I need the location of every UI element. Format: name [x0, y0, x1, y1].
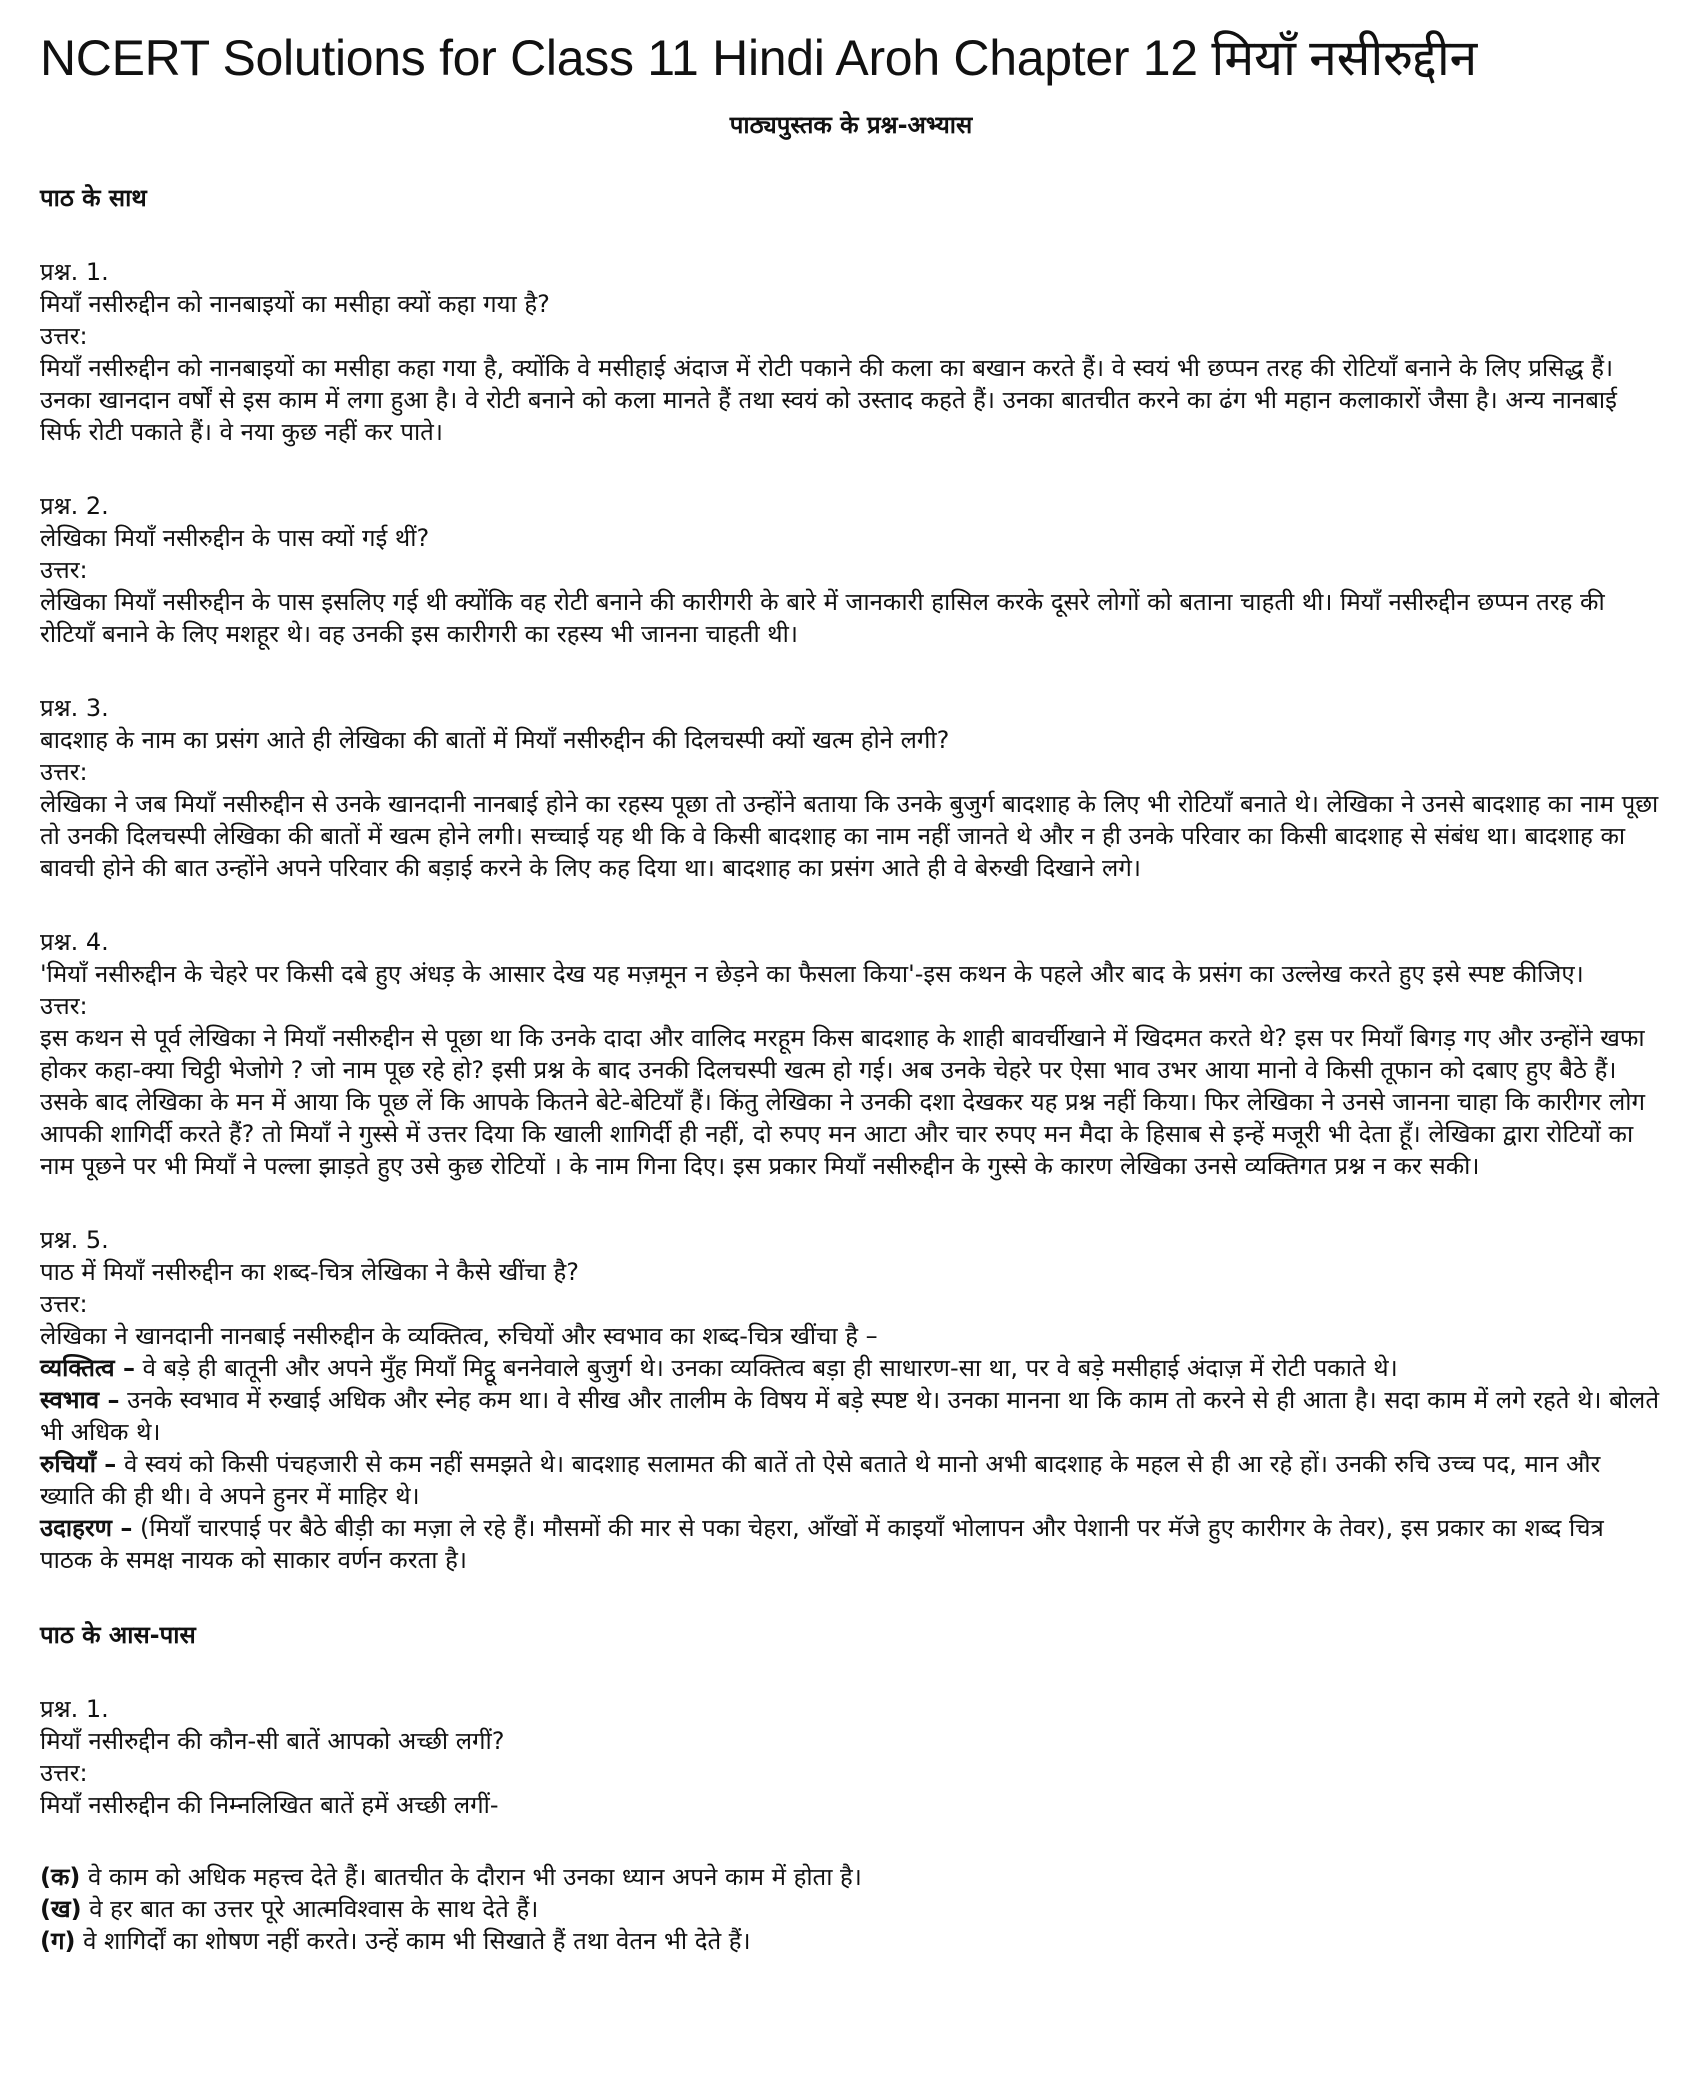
page-title: NCERT Solutions for Class 11 Hindi Aroh Chapter 12 मियाँ नसीरुद्दीन	[40, 30, 1477, 86]
question-number: प्रश्न. 3.	[40, 693, 109, 722]
answer-list	[40, 1861, 1662, 1957]
question-number: प्रश्न. 2.	[40, 491, 109, 520]
question-text: बादशाह के नाम का प्रसंग आते ही लेखिका की बातों में मियाँ नसीरुद्दीन की दिलचस्पी क्यों खत्म होने लगी?	[40, 725, 950, 754]
question-text: लेखिका मियाँ नसीरुद्दीन के पास क्यों गई थीं?	[40, 523, 430, 552]
list-item-text: वे हर बात का उत्तर पूरे आत्मविश्वास के साथ देते हैं।	[81, 1894, 539, 1923]
answer-text: लेखिका मियाँ नसीरुद्दीन के पास इसलिए गई थी क्योंकि वह रोटी बनाने की कारीगरी के बारे में जानकारी हासिल करके दूसरे लोगों को बताना चाहती थी। मियाँ नसीरुद्दीन छप्पन तरह की रोटियाँ बनाने के लिए मशहूर थे। वह उनकी इस कारीगरी का रहस्य भी जानना चाहती थी।	[40, 587, 1605, 648]
answer-label: उत्तर:	[40, 555, 88, 584]
answer-label: उत्तर:	[40, 757, 88, 786]
question-text: मियाँ नसीरुद्दीन की कौन-सी बातें आपको अच्छी लगीं?	[40, 1726, 505, 1755]
list-marker: (क)	[40, 1862, 81, 1891]
answer-text: मियाँ नसीरुद्दीन को नानबाइयों का मसीहा कहा गया है, क्योंकि वे मसीहाई अंदाज में रोटी पकाने की कला का बखान करते हैं। वे स्वयं भी छप्पन तरह की रोटियाँ बनाने के लिए प्रसिद्ध हैं। उनका खानदान वर्षों से इस काम में लगा हुआ है। वे रोटी बनाने को कला मानते हैं तथा स्वयं को उस्ताद कहते हैं। उनका बातचीत करने का ढंग भी महान कलाकारों जैसा है। अन्य नानबाई सिर्फ रोटी पकाते हैं। वे नया कुछ नहीं कर पाते।	[40, 353, 1617, 446]
question-text: 'मियाँ नसीरुद्दीन के चेहरे पर किसी दबे हुए अंधड़ के आसार देख यह मज़मून न छेड़ने का फैसला किया'-इस कथन के पहले और बाद के प्रसंग का उल्लेख करते हुए इसे स्पष्ट कीजिए।	[40, 959, 1584, 988]
answer-label: उत्तर:	[40, 321, 88, 350]
point-udaharan	[40, 1512, 1662, 1576]
section-heading-path-ke-sath: पाठ के साथ	[40, 183, 147, 212]
point-term: व्यक्तित्व –	[40, 1353, 135, 1382]
answer-intro: लेखिका ने खानदानी नानबाई नसीरुद्दीन के व्यक्तित्व, रुचियों और स्वभाव का शब्द-चित्र खींचा है –	[40, 1321, 878, 1350]
point-text: (मियाँ चारपाई पर बैठे बीड़ी का मज़ा ले रहे हैं। मौसमों की मार से पका चेहरा, आँखों में काइयाँ भोलापन और पेशानी पर मॅजे हुए कारीगर के तेवर), इस प्रकार का शब्द चित्र पाठक के समक्ष नायक को साकार वर्णन करता है।	[40, 1513, 1604, 1574]
question-number: प्रश्न. 1.	[40, 257, 109, 286]
point-vyaktitva	[40, 1352, 1662, 1384]
list-item	[40, 1893, 1662, 1925]
question-text: मियाँ नसीरुद्दीन को नानबाइयों का मसीहा क्यों कहा गया है?	[40, 289, 550, 318]
list-marker: (ग)	[40, 1926, 76, 1955]
point-text: वे स्वयं को किसी पंचहजारी से कम नहीं समझते थे। बादशाह सलामत की बातें तो ऐसे बताते थे मानो अभी बादशाह के महल से ही आ रहे हों। उनकी रुचि उच्च पद, मान और ख्याति की ही थी। वे अपने हुनर में माहिर थे।	[40, 1449, 1601, 1510]
point-text: उनके स्वभाव में रुखाई अधिक और स्नेह कम था। वे सीख और तालीम के विषय में बड़े स्पष्ट थे। उनका मानना था कि काम तो करने से ही आता है। सदा काम में लगे रहते थे। बोलते भी अधिक थे।	[40, 1385, 1659, 1446]
question-number: प्रश्न. 1.	[40, 1694, 109, 1723]
answer-label: उत्तर:	[40, 991, 88, 1020]
point-svabhav	[40, 1384, 1662, 1448]
question-block	[40, 926, 1662, 1182]
question-block	[40, 692, 1662, 884]
question-block	[40, 1224, 1662, 1576]
answer-text: इस कथन से पूर्व लेखिका ने मियाँ नसीरुद्दीन से पूछा था कि उनके दादा और वालिद मरहूम किस बादशाह के शाही बावर्चीखाने में खिदमत करते थे? इस पर मियाँ बिगड़ गए और उन्होंने खफा होकर कहा-क्या चिट्ठी भेजोगे ? जो नाम पूछ रहे हो? इसी प्रश्न के बाद उनकी दिलचस्पी खत्म हो गई। अब उनके चेहरे पर ऐसा भाव उभर आया मानो वे किसी तूफान को दबाए हुए बैठे हैं। उसके बाद लेखिका के मन में आया कि पूछ लें कि आपके कितने बेटे-बेटियाँ हैं। किंतु लेखिका ने उनकी दशा देखकर यह प्रश्न नहीं किया। फिर लेखिका ने उनसे जानना चाहा कि कारीगर लोग आपकी शागिर्दी करते हैं? तो मियाँ ने गुस्से में उत्तर दिया कि खाली शागिर्दी ही नहीं, दो रुपए मन आटा और चार रुपए मन मैदा के हिसाब से इन्हें मजूरी भी देता हूँ। लेखिका द्वारा रोटियों का नाम पूछने पर भी मियाँ ने पल्ला झाड़ते हुए उसे कुछ रोटियों । के नाम गिना दिए। इस प्रकार मियाँ नसीरुद्दीन के गुस्से के कारण लेखिका उनसे व्यक्तिगत प्रश्न न कर सकी।	[40, 1023, 1645, 1180]
list-item-text: वे काम को अधिक महत्त्व देते हैं। बातचीत के दौरान भी उनका ध्यान अपने काम में होता है।	[80, 1862, 862, 1891]
point-term: उदाहरण –	[40, 1513, 133, 1542]
point-term: स्वभाव –	[40, 1385, 120, 1414]
question-block	[40, 1693, 1662, 1821]
question-number: प्रश्न. 5.	[40, 1225, 109, 1254]
answer-text: लेखिका ने जब मियाँ नसीरुद्दीन से उनके खानदानी नानबाई होने का रहस्य पूछा तो उन्होंने बताया कि उनके बुजुर्ग बादशाह के लिए भी रोटियाँ बनाते थे। लेखिका ने उनसे बादशाह का नाम पूछा तो उनकी दिलचस्पी लेखिका की बातों में खत्म होने लगी। सच्चाई यह थी कि वे किसी बादशाह का नाम नहीं जानते थे और न ही उनके परिवार का किसी बादशाह से संबंध था। बादशाह का बावची होने की बात उन्होंने अपने परिवार की बड़ाई करने के लिए कह दिया था। बादशाह का प्रसंग आते ही वे बेरुखी दिखाने लगे।	[40, 789, 1659, 882]
list-marker: (ख)	[40, 1894, 82, 1923]
question-block	[40, 490, 1662, 650]
list-item	[40, 1925, 1662, 1957]
answer-intro: मियाँ नसीरुद्दीन की निम्नलिखित बातें हमें अच्छी लगीं-	[40, 1790, 499, 1819]
point-text: वे बड़े ही बातूनी और अपने मुँह मियाँ मिट्ठू बननेवाले बुजुर्ग थे। उनका व्यक्तित्व बड़ा ही साधारण-सा था, पर वे बड़े मसीहाई अंदाज़ में रोटी पकाते थे।	[134, 1353, 1398, 1382]
point-term: रुचियाँ –	[40, 1449, 117, 1478]
list-item-text: वे शागिर्दों का शोषण नहीं करते। उन्हें काम भी सिखाते हैं तथा वेतन भी देते हैं।	[75, 1926, 751, 1955]
section-heading-path-ke-aas-paas: पाठ के आस-पास	[40, 1620, 196, 1649]
question-block	[40, 256, 1662, 448]
question-text: पाठ में मियाँ नसीरुद्दीन का शब्द-चित्र लेखिका ने कैसे खींचा है?	[40, 1257, 579, 1286]
list-item	[40, 1861, 1662, 1893]
point-ruchiyan	[40, 1448, 1662, 1512]
page-subtitle: पाठ्यपुस्तक के प्रश्न-अभ्यास	[729, 110, 973, 139]
answer-label: उत्तर:	[40, 1758, 88, 1787]
answer-label: उत्तर:	[40, 1289, 88, 1318]
question-number: प्रश्न. 4.	[40, 927, 109, 956]
